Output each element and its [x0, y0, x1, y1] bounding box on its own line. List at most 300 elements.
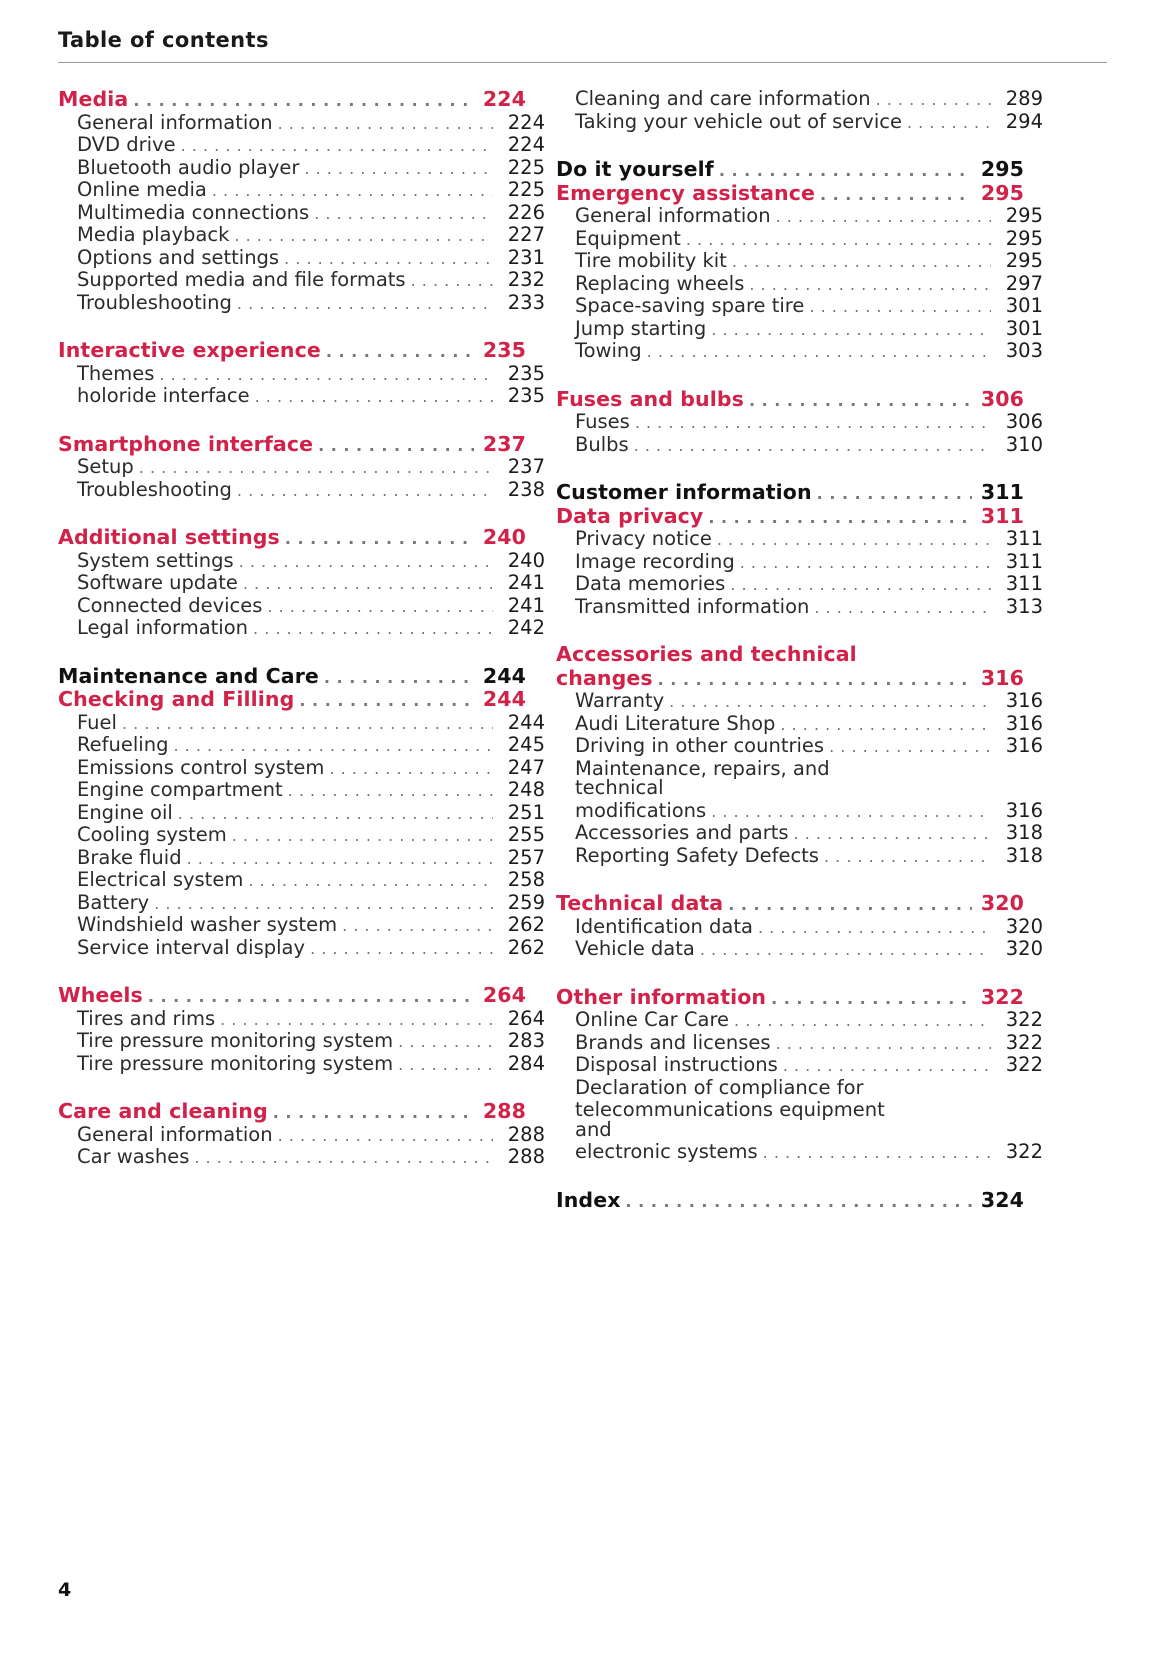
toc-dot-leader — [711, 801, 991, 821]
toc-dot-leader — [824, 846, 991, 866]
toc-group-spacer — [58, 312, 526, 340]
toc-entry-label: Checking and Filling — [58, 687, 295, 711]
toc-section-entry-wrapline — [556, 644, 1024, 665]
toc-dot-leader — [318, 434, 474, 455]
toc-dot-leader — [273, 1101, 474, 1122]
toc-dot-leader — [708, 506, 972, 527]
toc-entry-label: Bulbs — [575, 432, 629, 456]
toc-sub-entry-wrapline — [556, 1075, 1043, 1099]
toc-dot-leader — [734, 1010, 991, 1030]
toc-sub-entry[interactable] — [58, 225, 545, 245]
toc-dot-leader — [248, 870, 493, 890]
toc-dot-leader — [237, 293, 493, 313]
toc-entry-page-number: 316 — [1005, 711, 1043, 735]
toc-entry-label: Reporting Safety Defects — [575, 843, 819, 867]
toc-sub-entry[interactable] — [58, 915, 545, 935]
toc-dot-leader — [154, 893, 493, 913]
toc-entry-page-number: 295 — [1005, 226, 1043, 250]
toc-entry-label: Setup — [77, 455, 134, 478]
toc-entry-label: Technical data — [556, 891, 724, 915]
toc-entry-page-number: 259 — [507, 890, 545, 914]
toc-entry-label: Additional settings — [58, 525, 280, 549]
toc-entry-label: Tires and rims — [77, 1006, 216, 1030]
toc-sub-entry[interactable] — [58, 845, 545, 869]
toc-dot-leader — [234, 225, 493, 245]
toc-sub-entry[interactable] — [556, 843, 1043, 867]
toc-dot-leader — [133, 89, 474, 110]
toc-sub-entry[interactable] — [58, 290, 545, 314]
toc-entry-page-number: 311 — [980, 503, 1024, 528]
toc-sub-entry[interactable] — [556, 1010, 1043, 1030]
toc-entry-page-number: 295 — [1005, 204, 1043, 227]
toc-group-spacer — [556, 131, 1024, 159]
toc-sub-entry[interactable] — [58, 1147, 545, 1167]
toc-entry-label: Index — [556, 1187, 621, 1212]
toc-dot-leader — [719, 159, 972, 180]
toc-dot-leader — [304, 158, 493, 178]
toc-entry-page-number: 294 — [1005, 109, 1043, 133]
toc-dot-leader — [148, 985, 474, 1006]
toc-sub-entry[interactable] — [58, 800, 545, 824]
toc-dot-leader — [243, 573, 493, 593]
toc-entry-label: electronic systems — [575, 1140, 758, 1163]
toc-entry-page-number: 262 — [507, 913, 545, 936]
toc-entry-label: Cleaning and care information — [575, 87, 871, 110]
toc-sub-entry[interactable] — [556, 316, 1043, 340]
toc-sub-entry[interactable] — [58, 755, 545, 779]
toc-entry-page-number: 240 — [507, 548, 545, 572]
toc-entry-label: telecommunications equipment and — [575, 1098, 885, 1141]
toc-sub-entry[interactable] — [58, 825, 545, 845]
toc-entry-label: Engine compartment — [77, 778, 283, 801]
toc-entry-page-number: 240 — [482, 525, 526, 549]
toc-dot-leader — [907, 112, 991, 132]
toc-entry-page-number: 297 — [1005, 271, 1043, 295]
toc-dot-leader — [314, 203, 493, 223]
toc-sub-entry-wrapline — [556, 1100, 1043, 1139]
toc-dot-leader — [749, 389, 972, 410]
toc-entry-page-number: 248 — [507, 778, 545, 801]
toc-entry-page-number: 301 — [1005, 294, 1043, 317]
toc-section-entry[interactable] — [556, 503, 1024, 528]
toc-entry-page-number: 295 — [980, 157, 1024, 181]
toc-dot-leader — [239, 551, 493, 571]
toc-entry-label: Maintenance and Care — [58, 663, 319, 688]
toc-entry-label: Windshield washer system — [77, 913, 338, 936]
toc-sub-entry[interactable] — [556, 798, 1043, 822]
toc-entry-page-number: 288 — [507, 1122, 545, 1146]
toc-entry-page-number: 310 — [1005, 432, 1043, 456]
toc-sub-entry[interactable] — [556, 341, 1043, 361]
toc-entry-page-number: 244 — [482, 663, 526, 688]
toc-sub-entry[interactable] — [556, 529, 1043, 549]
toc-sub-entry[interactable] — [556, 412, 1043, 432]
toc-entry-label: Jump starting — [575, 316, 707, 340]
toc-entry-page-number: 322 — [1005, 1053, 1043, 1076]
toc-entry-page-number: 306 — [980, 386, 1024, 411]
toc-entry-page-number: 311 — [1005, 572, 1043, 595]
toc-entry-label: changes — [556, 665, 653, 690]
toc-sub-entry[interactable] — [58, 386, 545, 406]
toc-sub-entry[interactable] — [58, 780, 545, 800]
toc-dot-leader — [285, 527, 474, 548]
toc-sub-entry[interactable] — [556, 914, 1043, 938]
toc-entry-page-number: 237 — [507, 455, 545, 478]
toc-sub-entry[interactable] — [58, 1122, 545, 1146]
toc-dot-leader — [771, 987, 972, 1008]
toc-entry-page-number: 316 — [980, 665, 1024, 690]
toc-column-left — [58, 87, 545, 1168]
toc-sub-entry[interactable] — [58, 270, 545, 290]
toc-dot-leader — [794, 823, 991, 843]
toc-entry-page-number: 257 — [507, 845, 545, 869]
toc-entry-label: Accessories and technical — [556, 642, 857, 666]
toc-sub-entry[interactable] — [58, 155, 545, 179]
toc-section-entry[interactable] — [556, 984, 1024, 1009]
toc-entry-label: Bluetooth audio player — [77, 155, 300, 179]
toc-entry-label: Brake fluid — [77, 845, 182, 869]
toc-entry-label: System settings — [77, 548, 234, 572]
toc-dot-leader — [324, 666, 474, 687]
toc-sub-entry[interactable] — [58, 1031, 545, 1051]
toc-entry-label: Declaration of compliance for — [575, 1075, 864, 1099]
toc-entry-label: Car washes — [77, 1145, 190, 1168]
toc-dot-leader — [829, 736, 991, 756]
toc-dot-leader — [194, 1147, 493, 1167]
toc-entry-page-number: 313 — [1005, 594, 1043, 618]
toc-entry-page-number: 289 — [1005, 87, 1043, 110]
toc-entry-page-number: 244 — [507, 710, 545, 734]
toc-entry-label: Smartphone interface — [58, 431, 314, 456]
toc-sub-entry[interactable] — [556, 711, 1043, 735]
toc-columns — [58, 89, 1107, 1210]
toc-entry-label: Cooling system — [77, 823, 227, 846]
toc-sub-entry[interactable] — [58, 618, 545, 638]
toc-entry-label: Tire pressure monitoring system — [77, 1051, 394, 1075]
toc-section-entry[interactable] — [58, 431, 526, 456]
toc-entry-label: Fuses and bulbs — [556, 386, 744, 411]
toc-section-entry[interactable] — [58, 340, 526, 361]
toc-entry-page-number: 226 — [507, 200, 545, 224]
toc-entry-page-number: 311 — [1005, 549, 1043, 573]
toc-entry-page-number: 322 — [1005, 1030, 1043, 1054]
toc-dot-leader — [732, 251, 991, 271]
toc-entry-page-number: 311 — [980, 480, 1024, 504]
toc-entry-page-number: 224 — [507, 110, 545, 134]
toc-dot-leader — [626, 1190, 972, 1211]
toc-dot-leader — [730, 574, 991, 594]
toc-section-entry[interactable] — [556, 665, 1024, 690]
toc-entry-page-number: 295 — [980, 180, 1024, 205]
toc-dot-leader — [212, 180, 493, 200]
toc-part-entry[interactable] — [58, 663, 526, 688]
toc-entry-label: Legal information — [77, 616, 249, 639]
toc-entry-label: Replacing wheels — [575, 271, 745, 295]
toc-part-entry[interactable] — [556, 159, 1024, 180]
toc-entry-label: Equipment — [575, 226, 681, 250]
toc-dot-leader — [728, 893, 972, 914]
toc-section-entry[interactable] — [556, 180, 1024, 205]
toc-entry-label: Tire pressure monitoring system — [77, 1029, 394, 1052]
toc-dot-leader — [255, 386, 493, 406]
toc-group-spacer — [58, 957, 526, 985]
toc-sub-entry[interactable] — [58, 110, 545, 134]
toc-entry-label: Supported media and file formats — [77, 268, 406, 291]
toc-entry-label: Driving in other countries — [575, 734, 825, 757]
toc-dot-leader — [776, 206, 991, 226]
toc-dot-leader — [278, 1125, 493, 1145]
toc-entry-label: Audi Literature Shop — [575, 711, 776, 735]
toc-group-spacer — [58, 499, 526, 527]
toc-dot-leader — [329, 758, 493, 778]
toc-entry-page-number: 264 — [482, 983, 526, 1007]
toc-dot-leader — [711, 319, 991, 339]
toc-entry-page-number: 224 — [482, 87, 526, 111]
toc-sub-entry[interactable] — [58, 890, 545, 914]
toc-entry-page-number: 233 — [507, 290, 545, 314]
toc-sub-entry[interactable] — [556, 89, 1043, 109]
toc-group-spacer — [556, 865, 1024, 893]
toc-dot-leader — [876, 89, 991, 109]
toc-entry-page-number: 322 — [980, 984, 1024, 1009]
toc-entry-label: Fuses — [575, 410, 630, 433]
toc-sub-entry[interactable] — [58, 735, 545, 755]
toc-part-entry[interactable] — [556, 482, 1024, 503]
toc-sub-entry[interactable] — [556, 1142, 1043, 1162]
toc-sub-entry[interactable] — [58, 477, 545, 501]
toc-column-right — [556, 87, 1043, 1212]
toc-entry-label: holoride interface — [77, 384, 250, 407]
toc-entry-page-number: 238 — [507, 477, 545, 501]
toc-entry-page-number: 303 — [1005, 339, 1043, 362]
toc-entry-page-number: 245 — [507, 733, 545, 756]
toc-entry-label: Transmitted information — [575, 594, 810, 618]
toc-entry-page-number: 262 — [507, 935, 545, 959]
toc-entry-label: Do it yourself — [556, 157, 714, 181]
toc-sub-entry[interactable] — [556, 251, 1043, 271]
toc-section-entry[interactable] — [58, 1101, 526, 1122]
toc-entry-label: General information — [77, 1122, 273, 1146]
toc-group-spacer — [58, 1073, 526, 1101]
toc-group-spacer — [58, 638, 526, 666]
toc-dot-leader — [763, 1142, 991, 1162]
toc-entry-label: Themes — [77, 361, 155, 385]
toc-entry-page-number: 283 — [507, 1029, 545, 1052]
toc-entry-label: Connected devices — [77, 593, 263, 617]
toc-group-spacer — [556, 616, 1024, 644]
toc-dot-leader — [749, 274, 991, 294]
toc-sub-entry[interactable] — [556, 736, 1043, 756]
toc-dot-leader — [780, 714, 991, 734]
toc-sub-entry[interactable] — [556, 1055, 1043, 1075]
toc-sub-entry[interactable] — [58, 361, 545, 385]
toc-sub-entry[interactable] — [58, 710, 545, 734]
toc-entry-page-number: 322 — [1005, 1008, 1043, 1031]
toc-sub-entry[interactable] — [58, 245, 545, 269]
toc-entry-label: Refueling — [77, 733, 169, 756]
toc-sub-entry[interactable] — [58, 573, 545, 593]
toc-entry-page-number: 251 — [507, 800, 545, 824]
toc-section-entry[interactable] — [58, 89, 526, 110]
toc-entry-page-number: 320 — [980, 891, 1024, 915]
toc-entry-page-number: 318 — [1005, 843, 1043, 867]
toc-entry-label: Care and cleaning — [58, 1099, 268, 1123]
toc-sub-entry[interactable] — [556, 296, 1043, 316]
toc-entry-label: Interactive experience — [58, 338, 321, 362]
toc-entry-page-number: 301 — [1005, 316, 1043, 340]
toc-entry-label: Taking your vehicle out of service — [575, 109, 902, 133]
toc-sub-entry[interactable] — [58, 593, 545, 617]
toc-entry-label: Service interval display — [77, 935, 306, 959]
toc-entry-label: Tire mobility kit — [575, 249, 727, 272]
toc-sub-entry[interactable] — [556, 109, 1043, 133]
toc-sub-entry[interactable] — [556, 691, 1043, 711]
toc-dot-leader — [299, 689, 474, 710]
toc-sub-entry[interactable] — [556, 206, 1043, 226]
toc-dot-leader — [398, 1054, 493, 1074]
toc-entry-label: DVD drive — [77, 133, 176, 156]
toc-entry-label: General information — [77, 110, 273, 134]
toc-sub-entry[interactable] — [58, 1006, 545, 1030]
toc-entry-page-number: 237 — [482, 431, 526, 456]
toc-entry-page-number: 247 — [507, 755, 545, 779]
toc-entry-label: Troubleshooting — [77, 290, 232, 314]
toc-entry-page-number: 235 — [482, 338, 526, 362]
toc-dot-leader — [232, 825, 493, 845]
toc-entry-label: Customer information — [556, 480, 812, 504]
toc-sub-entry[interactable] — [58, 548, 545, 572]
toc-section-entry[interactable] — [556, 386, 1024, 411]
toc-sub-entry[interactable] — [58, 870, 545, 890]
toc-dot-leader — [178, 803, 493, 823]
toc-entry-label: Engine oil — [77, 800, 173, 824]
toc-dot-leader — [139, 457, 493, 477]
toc-section-entry[interactable] — [556, 893, 1024, 914]
toc-sub-entry[interactable] — [556, 574, 1043, 594]
toc-dot-leader — [310, 938, 493, 958]
toc-entry-page-number: 255 — [507, 823, 545, 846]
toc-entry-label: Brands and licenses — [575, 1030, 771, 1054]
toc-sub-entry[interactable] — [58, 457, 545, 477]
toc-sub-entry[interactable] — [556, 432, 1043, 456]
toc-entry-page-number: 244 — [482, 687, 526, 711]
toc-sub-entry[interactable] — [556, 549, 1043, 573]
toc-dot-leader — [267, 596, 493, 616]
toc-dot-leader — [284, 248, 493, 268]
toc-dot-leader — [820, 183, 972, 204]
toc-dot-leader — [326, 340, 474, 361]
toc-dot-leader — [783, 1055, 991, 1075]
toc-entry-page-number: 235 — [507, 384, 545, 407]
toc-group-spacer — [58, 406, 526, 434]
toc-entry-page-number: 258 — [507, 868, 545, 891]
toc-entry-label: Battery — [77, 890, 150, 914]
toc-dot-leader — [740, 552, 991, 572]
footer-page-number: 4 — [58, 1579, 72, 1601]
toc-sub-entry[interactable] — [556, 594, 1043, 618]
toc-section-entry[interactable] — [58, 527, 526, 548]
toc-dot-leader — [635, 412, 991, 432]
toc-dot-leader — [758, 917, 991, 937]
page-title: Table of contents — [58, 28, 269, 52]
toc-entry-label: Fuel — [77, 710, 117, 734]
toc-sub-entry[interactable] — [58, 180, 545, 200]
toc-entry-label: Wheels — [58, 983, 143, 1007]
toc-entry-label: Towing — [575, 339, 642, 362]
toc-sub-entry[interactable] — [556, 939, 1043, 959]
toc-entry-label: Media — [58, 87, 129, 111]
toc-entry-label: Data privacy — [556, 503, 704, 528]
toc-dot-leader — [220, 1009, 493, 1029]
toc-entry-page-number: 316 — [1005, 798, 1043, 822]
toc-entry-page-number: 324 — [980, 1187, 1024, 1212]
toc-entry-page-number: 241 — [507, 571, 545, 594]
toc-dot-leader — [173, 735, 493, 755]
toc-sub-entry[interactable] — [58, 135, 545, 155]
toc-dot-leader — [342, 915, 493, 935]
toc-entry-page-number: 231 — [507, 245, 545, 269]
toc-entry-page-number: 227 — [507, 223, 545, 246]
toc-group-spacer — [556, 1162, 1024, 1190]
toc-sub-entry[interactable] — [556, 271, 1043, 295]
toc-dot-leader — [253, 618, 493, 638]
toc-sub-entry[interactable] — [58, 1051, 545, 1075]
toc-sub-entry-wrapline — [556, 756, 1043, 799]
toc-entry-page-number: 225 — [507, 155, 545, 179]
toc-sub-entry[interactable] — [58, 200, 545, 224]
toc-sub-entry[interactable] — [556, 1030, 1043, 1054]
toc-entry-page-number: 288 — [507, 1145, 545, 1168]
toc-entry-page-number: 322 — [1005, 1140, 1043, 1163]
toc-section-entry[interactable] — [58, 985, 526, 1006]
toc-sub-entry[interactable] — [556, 823, 1043, 843]
toc-entry-page-number: 284 — [507, 1051, 545, 1075]
toc-dot-leader — [398, 1031, 493, 1051]
toc-dot-leader — [278, 113, 493, 133]
toc-entry-label: Accessories and parts — [575, 821, 789, 844]
toc-entry-label: Data memories — [575, 572, 726, 595]
toc-sub-entry[interactable] — [58, 935, 545, 959]
toc-dot-leader — [411, 270, 493, 290]
toc-entry-page-number: 311 — [1005, 527, 1043, 550]
toc-entry-page-number: 224 — [507, 133, 545, 156]
toc-entry-label: Media playback — [77, 223, 230, 246]
toc-entry-label: Privacy notice — [575, 527, 712, 550]
toc-entry-label: Identification data — [575, 914, 753, 938]
toc-dot-leader — [187, 848, 493, 868]
toc-dot-leader — [717, 529, 991, 549]
toc-dot-leader — [647, 341, 991, 361]
toc-dot-leader — [159, 364, 493, 384]
toc-entry-label: Space-saving spare tire — [575, 294, 805, 317]
toc-sub-entry[interactable] — [556, 226, 1043, 250]
toc-group-spacer — [556, 361, 1024, 389]
toc-entry-label: modifications — [575, 798, 707, 822]
toc-part-entry[interactable] — [556, 1187, 1024, 1212]
toc-entry-label: Vehicle data — [575, 937, 695, 960]
toc-entry-page-number: 316 — [1005, 689, 1043, 712]
toc-section-entry[interactable] — [58, 689, 526, 710]
toc-entry-label: Multimedia connections — [77, 200, 310, 224]
toc-entry-label: Emissions control system — [77, 755, 325, 779]
toc-entry-label: Options and settings — [77, 245, 280, 269]
toc-entry-page-number: 306 — [1005, 410, 1043, 433]
toc-entry-label: Warranty — [575, 689, 665, 712]
toc-entry-label: Online Car Care — [575, 1008, 730, 1031]
toc-entry-page-number: 316 — [1005, 734, 1043, 757]
toc-entry-page-number: 264 — [507, 1006, 545, 1030]
toc-entry-label: Online media — [77, 178, 207, 201]
